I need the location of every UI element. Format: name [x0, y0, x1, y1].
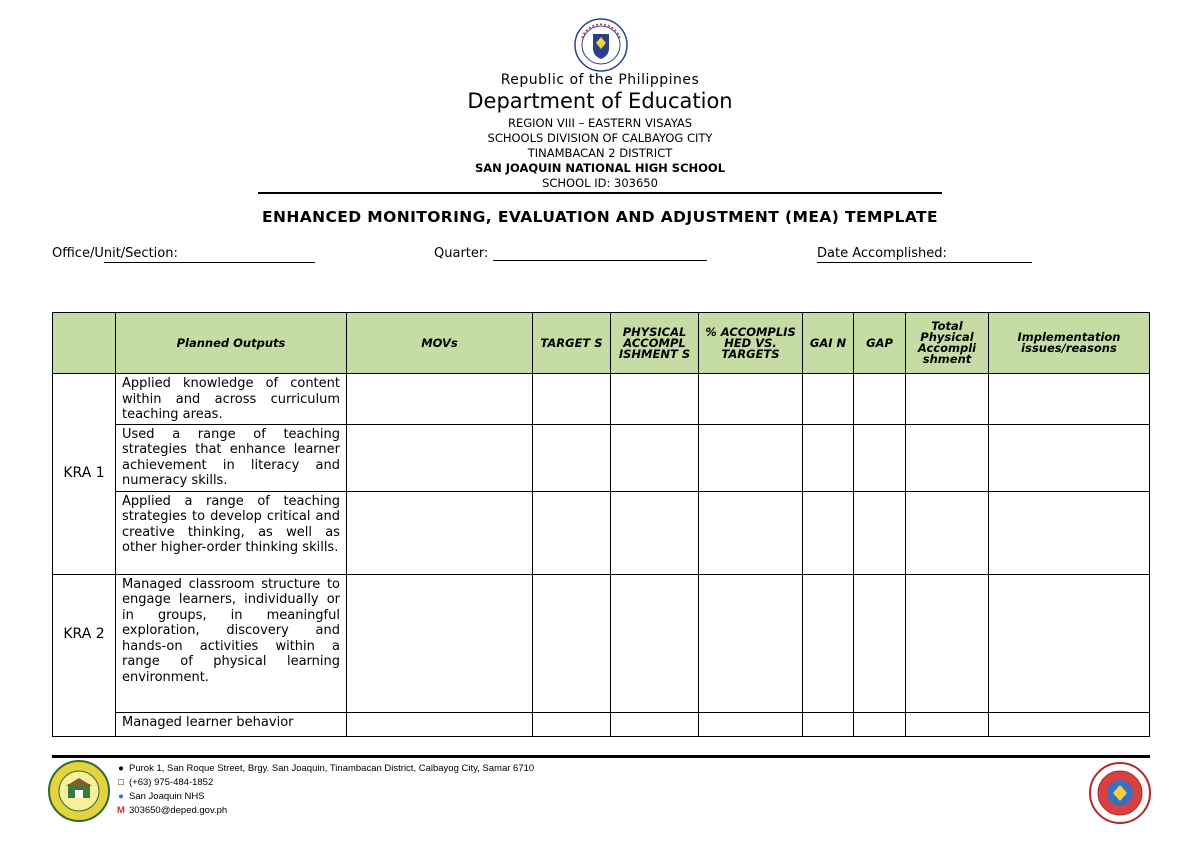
header-kra: [53, 313, 116, 374]
quarter-field: [434, 246, 707, 261]
gap-cell[interactable]: [854, 374, 906, 425]
mail-icon: M: [117, 805, 125, 816]
planned-output-cell: Applied knowledge of content within and across curriculum teaching areas.: [116, 374, 347, 425]
header-movs: MOVs: [347, 313, 533, 374]
footer-email-line: [116, 804, 534, 818]
issues-cell[interactable]: [989, 712, 1150, 736]
movs-cell[interactable]: [347, 374, 533, 425]
footer-address-line: [116, 762, 534, 776]
date-label: Date Accomplished:: [817, 246, 947, 261]
physical-cell[interactable]: [611, 374, 699, 425]
office-label: Office/Unit/Section:: [52, 246, 178, 261]
footer-phone: (+63) 975-484-1852: [129, 777, 214, 788]
physical-cell[interactable]: [611, 491, 699, 574]
header-gap: GAP: [854, 313, 906, 374]
date-blank-line[interactable]: [817, 262, 1032, 263]
gain-cell[interactable]: [803, 712, 854, 736]
footer-email[interactable]: 303650@deped.gov.ph: [129, 805, 228, 816]
school-logo: [48, 760, 110, 822]
footer-address: Purok 1, San Roque Street, Brgy. San Joaquin, Tinambacan District, Calbayog City, Samar 6710: [129, 763, 535, 774]
table-row: [53, 491, 1150, 574]
gain-cell[interactable]: [803, 491, 854, 574]
percent-cell[interactable]: [699, 574, 803, 712]
gain-cell[interactable]: [803, 374, 854, 425]
header-divider: [258, 192, 942, 194]
header-targets: TARGET S: [533, 313, 611, 374]
footer-facebook-line: [116, 790, 534, 804]
school-name: SAN JOAQUIN NATIONAL HIGH SCHOOL: [474, 161, 726, 175]
division-logo: [1089, 762, 1151, 824]
region-label: REGION VIII – EASTERN VISAYAS: [508, 116, 692, 130]
division-label: SCHOOLS DIVISION OF CALBAYOG CITY: [487, 131, 713, 145]
facebook-icon: ●: [118, 791, 124, 802]
header-percent-accomplished: % ACCOMPLIS HED VS. TARGETS: [699, 313, 803, 374]
footer-divider: [52, 755, 1150, 758]
quarter-blank-line[interactable]: [493, 246, 707, 261]
kra-2-cell: KRA 2: [53, 574, 116, 736]
phone-icon: □: [118, 777, 124, 788]
total-cell[interactable]: [906, 374, 989, 425]
gap-cell[interactable]: [854, 491, 906, 574]
kra-1-cell: KRA 1: [53, 374, 116, 575]
department-title: Department of Education: [467, 89, 733, 113]
gap-cell[interactable]: [854, 424, 906, 491]
gain-cell[interactable]: [803, 574, 854, 712]
percent-cell[interactable]: [699, 424, 803, 491]
table-header-row: [53, 313, 1150, 374]
planned-output-cell: Managed classroom structure to engage learners, individually or in groups, in meaningful exploration, discovery and hands-on activities within a range of physical learning environment.: [116, 574, 347, 712]
header-gain: GAI N: [803, 313, 854, 374]
total-cell[interactable]: [906, 491, 989, 574]
table-row: [53, 374, 1150, 425]
total-cell[interactable]: [906, 424, 989, 491]
targets-cell[interactable]: [533, 424, 611, 491]
gap-cell[interactable]: [854, 712, 906, 736]
footer-phone-line: [116, 776, 534, 790]
movs-cell[interactable]: [347, 491, 533, 574]
office-field: [52, 246, 178, 261]
republic-label: Republic of the Philippines: [500, 72, 700, 88]
header-physical-accomplishments: PHYSICAL ACCOMPL ISHMENT S: [611, 313, 699, 374]
issues-cell[interactable]: [989, 491, 1150, 574]
movs-cell[interactable]: [347, 574, 533, 712]
date-field: [817, 246, 947, 261]
physical-cell[interactable]: [611, 424, 699, 491]
page-title: ENHANCED MONITORING, EVALUATION AND ADJUSTMENT (MEA) TEMPLATE: [261, 208, 939, 226]
targets-cell[interactable]: [533, 574, 611, 712]
percent-cell[interactable]: [699, 491, 803, 574]
header-planned-outputs: Planned Outputs: [116, 313, 347, 374]
physical-cell[interactable]: [611, 574, 699, 712]
planned-output-cell: Managed learner behavior: [116, 712, 347, 736]
percent-cell[interactable]: [699, 374, 803, 425]
quarter-label: Quarter:: [434, 246, 489, 261]
movs-cell[interactable]: [347, 424, 533, 491]
targets-cell[interactable]: [533, 712, 611, 736]
school-id: SCHOOL ID: 303650: [542, 176, 658, 190]
table-row: [53, 424, 1150, 491]
total-cell[interactable]: [906, 574, 989, 712]
total-cell[interactable]: [906, 712, 989, 736]
mea-table: [52, 312, 1150, 737]
table-row: [53, 712, 1150, 736]
location-pin-icon: ●: [118, 763, 124, 774]
planned-output-cell: Applied a range of teaching strategies to develop critical and creative thinking, as well as other higher-order thinking skills.: [116, 491, 347, 574]
header-total-physical: Total Physical Accompli shment: [906, 313, 989, 374]
footer-facebook[interactable]: San Joaquin NHS: [129, 791, 205, 802]
movs-cell[interactable]: [347, 712, 533, 736]
percent-cell[interactable]: [699, 712, 803, 736]
issues-cell[interactable]: [989, 374, 1150, 425]
office-blank-line[interactable]: [104, 262, 315, 263]
header-implementation-issues: Implementation issues/reasons: [989, 313, 1150, 374]
targets-cell[interactable]: [533, 374, 611, 425]
gap-cell[interactable]: [854, 574, 906, 712]
planned-output-cell: Used a range of teaching strategies that enhance learner achievement in literacy and numeracy skills.: [116, 424, 347, 491]
gain-cell[interactable]: [803, 424, 854, 491]
physical-cell[interactable]: [611, 712, 699, 736]
table-row: [53, 574, 1150, 712]
district-label: TINAMBACAN 2 DISTRICT: [527, 146, 673, 160]
footer-contact: [116, 762, 534, 818]
issues-cell[interactable]: [989, 424, 1150, 491]
deped-seal-logo: [574, 18, 628, 72]
issues-cell[interactable]: [989, 574, 1150, 712]
targets-cell[interactable]: [533, 491, 611, 574]
